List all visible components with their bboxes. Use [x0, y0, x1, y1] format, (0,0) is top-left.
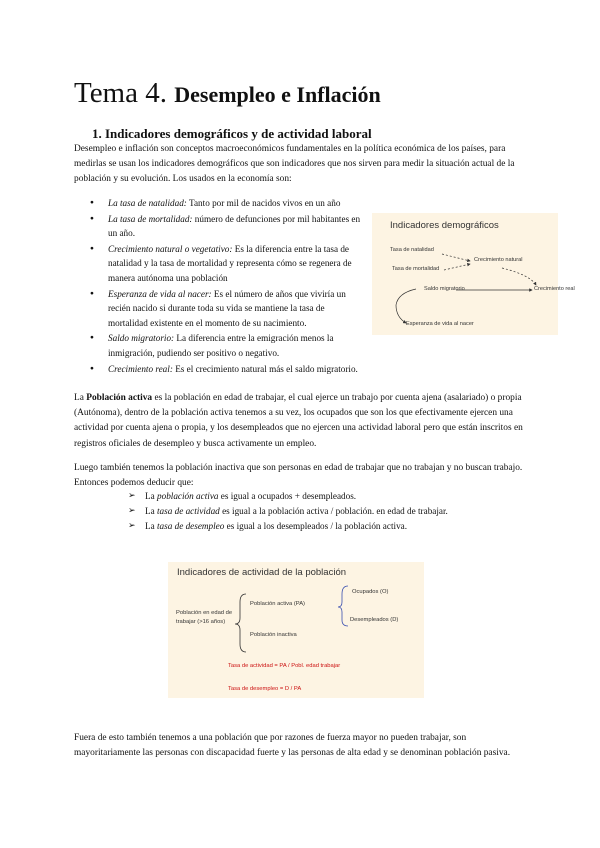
label-inactiva: Población inactiva	[250, 632, 297, 638]
label-tasa-desempleo: Tasa de desempleo = D / PA	[228, 686, 302, 692]
diagram-arrows	[372, 213, 558, 335]
label-desempleados: Desempleados (D)	[350, 617, 399, 623]
label-natalidad: Tasa de natalidad	[390, 247, 434, 253]
label-esperanza: Esperanza de vida al nacer	[406, 321, 474, 327]
item-text: es igual a los desempleados / la población activa.	[224, 521, 408, 532]
bullet-term: Crecimiento real:	[108, 363, 173, 374]
intro-paragraph: Desempleo e inflación son conceptos macroeconómicos fundamentales en la política económica de los países, para medirlas se usan los indicadores demográficos que son indicadores que nos sirven para medir la situación actual de la población y su evolución. Los usados en la economía son:	[74, 144, 515, 185]
demographic-indicators-list	[88, 196, 364, 377]
list-item	[130, 504, 448, 519]
list-item	[88, 242, 364, 286]
term-poblacion-activa: Población activa	[86, 393, 153, 403]
paragraph-poblacion-inactiva: Luego también tenemos la población inactiva que son personas en edad de trabajar que no trabajan y no buscan trabajo. Entonces podemos deducir que:	[74, 463, 523, 489]
item-text: es igual a la población activa / población. en edad de trabajar.	[219, 506, 448, 517]
item-term: tasa de actividad	[157, 506, 220, 517]
list-item	[88, 362, 364, 377]
list-item	[130, 489, 448, 504]
arrow-mortalidad	[444, 264, 470, 270]
bullet-term: La tasa de mortalidad:	[108, 213, 193, 224]
bullet-text: Tanto por mil de nacidos vivos en un año	[186, 198, 341, 208]
list-item	[88, 212, 364, 241]
label-mortalidad: Tasa de mortalidad	[392, 266, 440, 272]
brace-activa	[338, 586, 348, 626]
page-title	[74, 76, 381, 112]
list-item	[88, 196, 364, 211]
label-crecimiento-natural: Crecimiento natural	[474, 257, 523, 263]
diagram-title: Indicadores demográficos	[390, 220, 499, 231]
bullet-text: número de defunciones por mil habitantes en un año.	[108, 213, 361, 239]
item-text: es igual a ocupados + desempleados.	[218, 491, 357, 501]
demographic-indicators-diagram	[372, 213, 575, 335]
label-crecimiento-real: Crecimiento real	[534, 286, 575, 292]
title-number: Tema 4.	[74, 77, 167, 109]
list-item	[88, 331, 364, 360]
para-prefix: La	[74, 393, 87, 403]
section-heading: 1. Indicadores demográficos y de actividad laboral	[92, 126, 372, 141]
para-body: es la población en edad de trabajar, el cual ejerce un trabajo por cuenta ajena (asalariado) o propia (Autónoma), dentro de la población activa tenemos a su vez, los ocupados que son los que efectivamente ejercen una actividad por cuenta ajena o propia, y los desempleados que no ejercen una actividad laboral pero que están inscritos en registros oficiales de desempleo y busca activamente un empleo.	[74, 393, 523, 449]
item-prefix: La	[145, 506, 157, 517]
bullet-term: Crecimiento natural o vegetativo:	[108, 243, 233, 254]
bullet-text: Es el crecimiento natural más el saldo migratorio.	[172, 363, 358, 374]
deductions-list	[130, 489, 448, 535]
label-poblacion: Población en edad de trabajar (>16 años)	[176, 610, 233, 625]
bullet-term: Saldo migratorio:	[108, 333, 175, 344]
diagram-braces	[168, 562, 424, 698]
bullet-text: Es el número de años que viviría un recién nacido si durante toda su vida se mantiene la tasa de mortalidad existente en el momento de su nacimiento.	[108, 288, 346, 328]
bullet-term: Esperanza de vida al nacer:	[108, 288, 212, 299]
item-prefix: La	[145, 521, 157, 532]
diagram-title: Indicadores de actividad de la población	[177, 567, 347, 578]
list-item	[88, 287, 364, 331]
label-ocupados: Ocupados (O)	[352, 589, 389, 595]
title-text: Desempleo e Inflación	[174, 82, 381, 107]
paragraph-poblacion-activa	[74, 391, 526, 452]
item-term: tasa de desempleo	[157, 521, 225, 532]
item-prefix: La	[145, 491, 157, 501]
arrow-esperanza	[396, 289, 416, 323]
brace-poblacion	[235, 594, 246, 652]
bullet-text: Es la diferencia entre la tasa de natalidad y la tasa de mortalidad y representa cómo se regenera de manera autónoma una población	[108, 243, 352, 283]
paragraph-poblacion-pasiva: Fuera de esto también tenemos a una población que por razones de fuerza mayor no pueden trabajar, son mayoritariamente las personas con discapacidad fuerte y las personas de alta edad y se denominan población pasiva.	[74, 733, 511, 759]
arrow-natural-real	[502, 268, 536, 285]
list-item	[130, 519, 448, 534]
activity-indicators-diagram	[168, 562, 424, 698]
label-saldo-migratorio: Saldo migratorio	[424, 286, 465, 292]
item-term: población activa	[157, 491, 219, 501]
label-activa: Población activa (PA)	[250, 601, 305, 607]
bullet-term: La tasa de natalidad:	[108, 198, 187, 208]
bullet-text: La diferencia entre la emigración menos la inmigración, pudiendo ser positivo o negativo.	[108, 333, 334, 358]
label-tasa-actividad: Tasa de actividad = PA / Pobl. edad trabajar	[228, 663, 341, 669]
arrow-natalidad	[442, 254, 470, 261]
